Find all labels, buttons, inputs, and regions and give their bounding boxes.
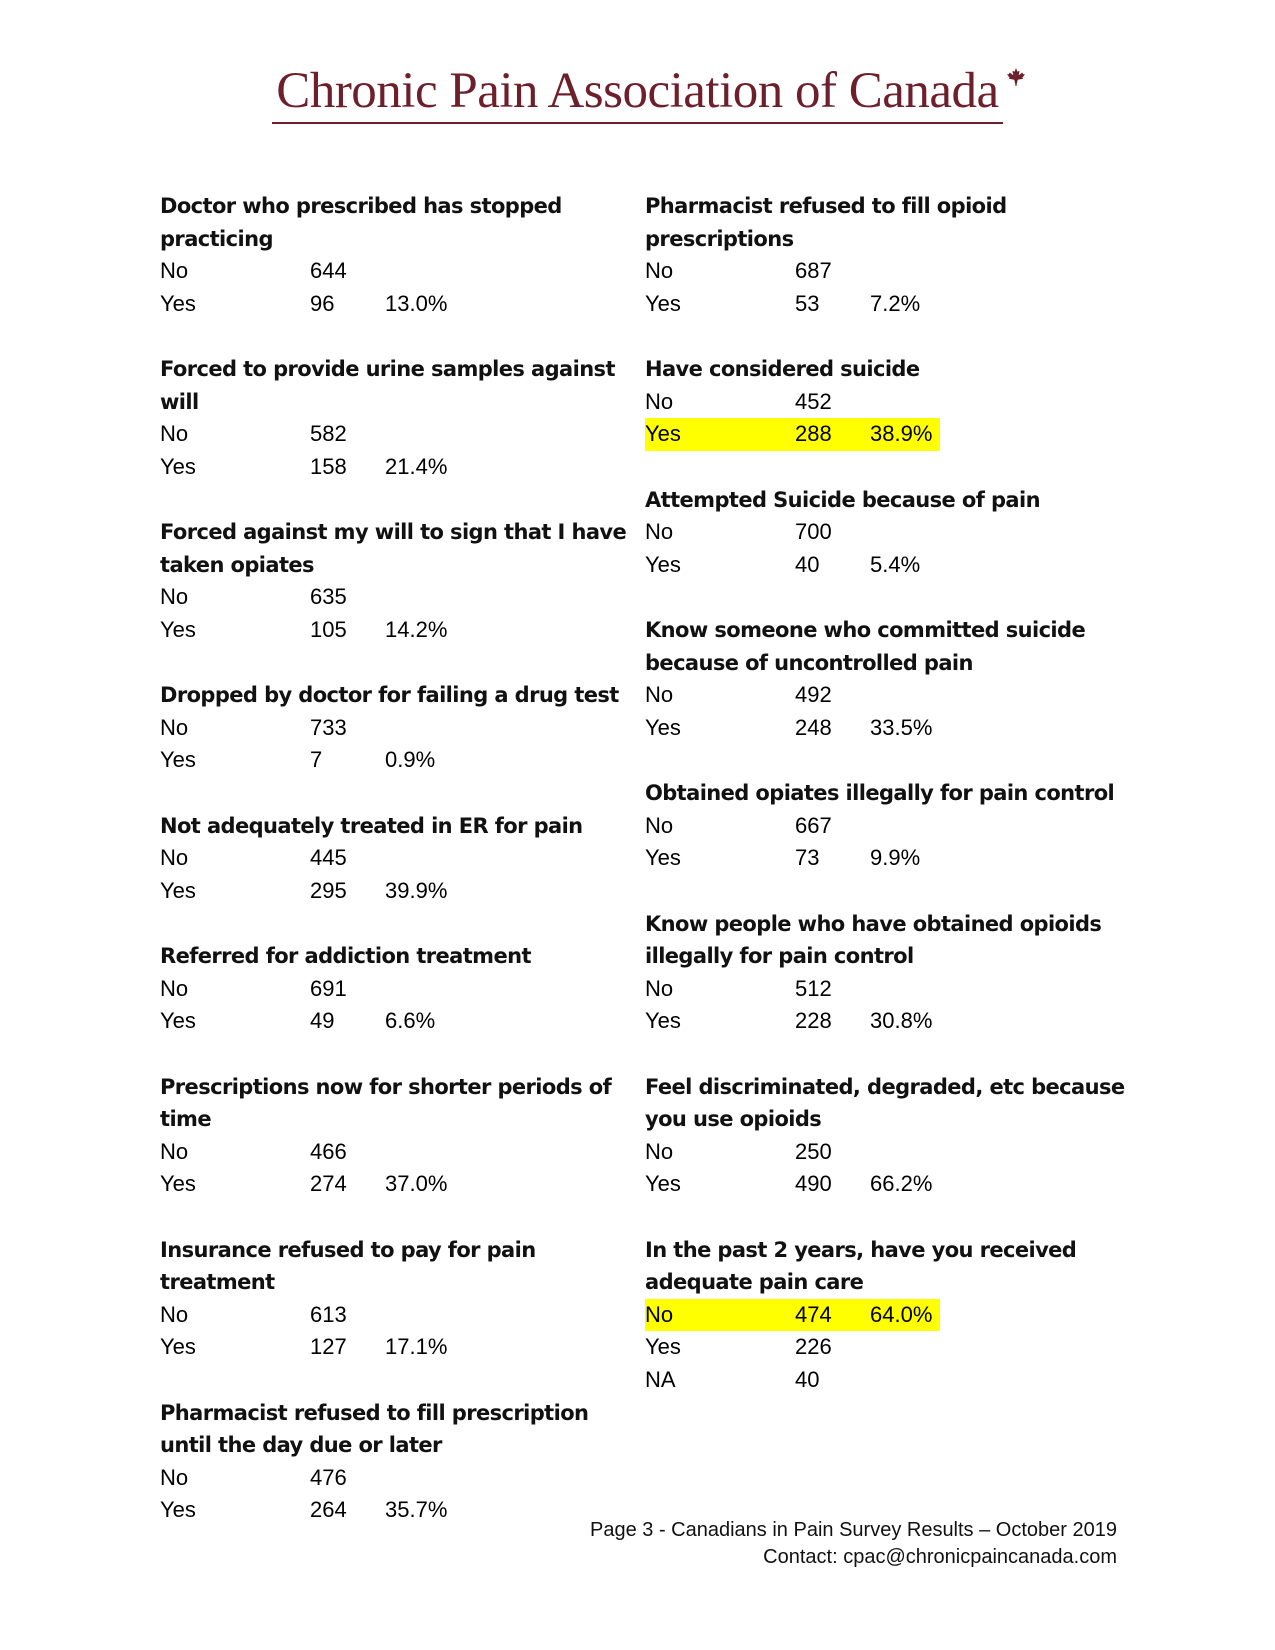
answer-percent (870, 973, 940, 1006)
right-column (645, 190, 1125, 1429)
survey-question-block (160, 1234, 640, 1364)
answer-row (645, 1168, 940, 1201)
answer-row (645, 679, 940, 712)
question-text: Prescriptions now for shorter periods of time (160, 1074, 612, 1131)
answer-count: 40 (795, 1366, 820, 1392)
answer-label: Yes (160, 1334, 196, 1359)
answer-percent: 13.0% (385, 290, 448, 316)
survey-question-block (645, 353, 1125, 451)
answer-row (160, 288, 455, 321)
answer-row (160, 1168, 455, 1201)
answer-count: 274 (310, 1171, 347, 1196)
question-text: Pharmacist refused to fill opioid prescriptions (645, 194, 1007, 251)
answer-count: 687 (795, 258, 832, 283)
survey-question-block (160, 353, 640, 483)
answer-percent: 6.6% (385, 1008, 436, 1033)
answer-label: Yes (645, 845, 681, 870)
answer-row (645, 973, 940, 1006)
answer-count: 466 (310, 1138, 347, 1164)
answer-row (160, 842, 455, 875)
answer-count: 445 (310, 845, 347, 870)
answer-row (160, 581, 455, 614)
answer-label: No (645, 812, 674, 838)
survey-question-block (645, 777, 1125, 875)
question-text: Know someone who committed suicide because of uncontrolled pain (645, 618, 1086, 675)
answer-count: 635 (310, 584, 347, 609)
question-text: In the past 2 years, have you received adequate pain care (645, 1237, 1077, 1294)
answer-label: No (160, 584, 189, 609)
organization-name: Chronic Pain Association of Canada (276, 63, 999, 119)
answer-label: Yes (645, 290, 681, 316)
answer-percent: 14.2% (385, 616, 448, 642)
answer-percent (870, 1364, 940, 1397)
question-text: Doctor who prescribed has stopped practicing (160, 194, 562, 251)
question-text: Insurance refused to pay for pain treatment (160, 1237, 536, 1294)
answer-percent (870, 810, 940, 843)
answer-row (160, 255, 455, 288)
answer-count: 53 (795, 290, 820, 316)
question-text: Pharmacist refused to fill prescription until the day due or later (160, 1400, 589, 1457)
survey-question-block (645, 484, 1125, 582)
answer-row (160, 1005, 455, 1038)
answer-percent: 37.0% (385, 1171, 448, 1196)
answer-count: 226 (795, 1334, 832, 1359)
answer-percent (870, 386, 940, 419)
answer-row (160, 875, 455, 908)
answer-label: Yes (160, 1497, 196, 1522)
answer-percent (870, 255, 940, 288)
answer-percent (385, 1462, 455, 1495)
question-text: Attempted Suicide because of pain (645, 487, 1040, 512)
answer-row (645, 1005, 940, 1038)
answer-percent (870, 516, 940, 549)
question-text: Have considered suicide (645, 357, 920, 381)
question-text: Obtained opiates illegally for pain control (645, 781, 1115, 805)
answer-count: 691 (310, 975, 347, 1001)
answer-count: 96 (310, 290, 335, 316)
answer-percent: 0.9% (385, 747, 436, 772)
answer-percent (385, 1136, 455, 1169)
answer-label: No (645, 388, 674, 414)
answer-percent: 5.4% (870, 551, 921, 577)
answer-count: 490 (795, 1171, 832, 1196)
answer-row (645, 842, 940, 875)
question-text: Forced against my will to sign that I have taken opiates (160, 520, 627, 577)
answer-percent (385, 973, 455, 1006)
answer-row (160, 418, 455, 451)
answer-percent: 35.7% (385, 1497, 448, 1522)
survey-question-block (645, 1071, 1125, 1201)
answer-count: 700 (795, 519, 832, 544)
answer-row (160, 1136, 455, 1169)
footer-contact: Contact: cpac@chronicpaincanada.com (763, 1546, 1117, 1568)
survey-question-block (160, 940, 640, 1038)
answer-count: 248 (795, 714, 832, 740)
answer-percent: 7.2% (870, 290, 921, 316)
survey-question-block (645, 908, 1125, 1038)
answer-row (645, 1331, 940, 1364)
left-column (160, 190, 640, 1560)
survey-question-block (160, 679, 640, 777)
answer-label: Yes (645, 551, 681, 577)
answer-count: 476 (310, 1464, 347, 1490)
answer-label: Yes (645, 1008, 681, 1033)
survey-question-block (160, 1071, 640, 1201)
answer-row-highlighted (645, 1299, 940, 1332)
answer-percent (870, 1136, 940, 1169)
answer-label: Yes (160, 747, 196, 772)
answer-row (160, 1299, 455, 1332)
answer-count: 613 (310, 1301, 347, 1327)
answer-label: No (160, 1464, 189, 1490)
question-text: Feel discriminated, degraded, etc because you use opioids (645, 1074, 1125, 1131)
answer-row (645, 810, 940, 843)
answer-row-highlighted (645, 418, 940, 451)
survey-question-block (645, 1234, 1125, 1397)
answer-label: No (645, 1138, 674, 1164)
question-text: Referred for addiction treatment (160, 944, 531, 968)
answer-count: 492 (795, 682, 832, 707)
answer-label: Yes (160, 1171, 196, 1196)
answer-row (160, 1331, 455, 1364)
answer-row (160, 973, 455, 1006)
answer-percent: 30.8% (870, 1008, 933, 1033)
answer-row (160, 451, 455, 484)
answer-row (645, 712, 940, 745)
answer-label: Yes (160, 877, 196, 903)
answer-label: Yes (645, 1171, 681, 1196)
answer-percent (870, 1331, 940, 1364)
answer-label: No (160, 975, 189, 1001)
answer-percent (385, 255, 455, 288)
answer-count: 73 (795, 845, 820, 870)
answer-label: Yes (645, 1334, 681, 1359)
answer-count: 7 (310, 747, 323, 772)
answer-percent: 64.0% (870, 1301, 933, 1327)
answer-count: 228 (795, 1008, 832, 1033)
answer-row (645, 386, 940, 419)
answer-count: 474 (795, 1301, 832, 1327)
answer-count: 105 (310, 616, 347, 642)
answer-row (160, 1494, 455, 1527)
answer-label: Yes (160, 290, 196, 316)
survey-question-block (645, 614, 1125, 744)
answer-row (160, 712, 455, 745)
survey-question-block (160, 516, 640, 646)
answer-percent: 33.5% (870, 714, 933, 740)
answer-row (645, 549, 940, 582)
answer-percent (385, 581, 455, 614)
answer-row (160, 614, 455, 647)
answer-label: Yes (645, 714, 681, 740)
maple-leaf-icon (1007, 68, 1025, 86)
footer-page-info: Page 3 - Canadians in Pain Survey Results – October 2019 (590, 1519, 1117, 1541)
question-text: Not adequately treated in ER for pain (160, 813, 583, 838)
answer-label: No (160, 845, 189, 870)
answer-percent (385, 842, 455, 875)
answer-row (645, 288, 940, 321)
answer-row (645, 1136, 940, 1169)
answer-count: 264 (310, 1497, 347, 1522)
answer-count: 512 (795, 975, 832, 1001)
answer-count: 667 (795, 812, 832, 838)
answer-label: Yes (160, 1008, 196, 1033)
answer-count: 158 (310, 453, 347, 479)
answer-label: No (160, 714, 189, 740)
answer-count: 452 (795, 388, 832, 414)
answer-percent (870, 679, 940, 712)
header (0, 62, 1275, 124)
answer-count: 733 (310, 714, 347, 740)
survey-question-block (160, 1397, 640, 1527)
answer-row (645, 516, 940, 549)
answer-label: No (645, 682, 674, 707)
answer-row (160, 1462, 455, 1495)
answer-count: 288 (795, 421, 832, 446)
answer-label: No (160, 1301, 189, 1327)
answer-count: 49 (310, 1008, 335, 1033)
survey-question-block (160, 190, 640, 320)
answer-count: 250 (795, 1138, 832, 1164)
answer-percent: 39.9% (385, 877, 448, 903)
question-text: Forced to provide urine samples against will (160, 357, 615, 414)
answer-label: No (160, 421, 189, 446)
answer-percent: 21.4% (385, 453, 448, 479)
answer-label: No (645, 975, 674, 1001)
answer-row (645, 1364, 940, 1397)
answer-row (645, 255, 940, 288)
answer-label: No (645, 258, 674, 283)
answer-percent (385, 418, 455, 451)
logo-wordmark (272, 62, 1002, 124)
survey-question-block (160, 810, 640, 908)
page-footer (590, 1517, 1117, 1571)
answer-percent: 38.9% (870, 421, 933, 446)
answer-percent (385, 712, 455, 745)
answer-percent: 9.9% (870, 845, 921, 870)
answer-label: No (160, 258, 189, 283)
answer-label: Yes (160, 453, 196, 479)
question-text: Dropped by doctor for failing a drug test (160, 683, 619, 707)
answer-count: 644 (310, 258, 347, 283)
survey-question-block (645, 190, 1125, 320)
answer-label: No (160, 1138, 189, 1164)
answer-count: 40 (795, 551, 820, 577)
answer-label: NA (645, 1366, 676, 1392)
answer-percent (385, 1299, 455, 1332)
question-text: Know people who have obtained opioids illegally for pain control (645, 911, 1102, 968)
answer-percent: 66.2% (870, 1171, 933, 1196)
answer-count: 295 (310, 877, 347, 903)
answer-label: No (645, 519, 674, 544)
answer-percent: 17.1% (385, 1334, 448, 1359)
answer-count: 127 (310, 1334, 347, 1359)
answer-label: Yes (160, 616, 196, 642)
answer-label: No (645, 1301, 674, 1327)
answer-label: Yes (645, 421, 681, 446)
answer-row (160, 744, 455, 777)
answer-count: 582 (310, 421, 347, 446)
